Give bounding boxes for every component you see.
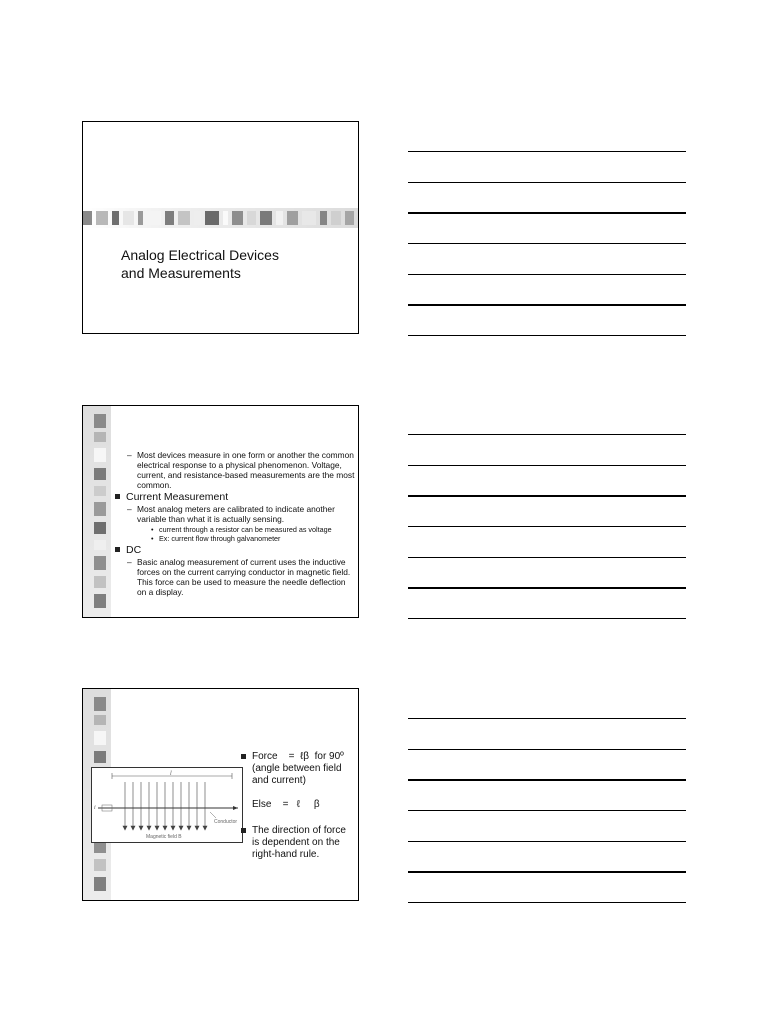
slide-force — [82, 688, 359, 901]
bullet-square-icon — [115, 547, 120, 552]
current-label: i — [94, 805, 96, 811]
force-formula: Force = ℓβ for 90º (angle between field and current) — [252, 751, 347, 786]
calibration-text: Most analog meters are calibrated to indicate another variable than what it is actually sensing. — [137, 504, 335, 524]
note-line — [408, 526, 686, 527]
bullet-current-measurement: Current Measurement — [126, 491, 229, 503]
note-line — [408, 557, 686, 558]
bullet-dc: DC — [126, 544, 142, 556]
note-line — [408, 243, 686, 244]
slide-title — [82, 121, 359, 334]
point-galvanometer: Ex: current flow through galvanometer — [159, 534, 281, 543]
note-line — [408, 495, 686, 497]
slide-current-measurement — [82, 405, 359, 618]
right-hand-rule-text: The direction of force is dependent on the right-hand rule. — [252, 825, 346, 860]
length-label: l — [170, 771, 172, 777]
note-line — [408, 304, 686, 306]
note-line — [408, 749, 686, 750]
point-resistor: current through a resistor can be measured as voltage — [159, 525, 332, 534]
decorative-band — [83, 208, 358, 228]
note-line — [408, 841, 686, 842]
else-formula: Else = ℓ β — [252, 799, 320, 810]
note-line — [408, 779, 686, 781]
decorative-stripe — [83, 406, 111, 617]
note-line — [408, 335, 686, 336]
title-line-1: Analog Electrical Devices — [121, 247, 279, 263]
note-line — [408, 274, 686, 275]
bullet-square-icon — [115, 494, 120, 499]
conductor-label: Conductor — [214, 819, 238, 825]
note-line — [408, 587, 686, 589]
slide-body: – Most devices measure in one form or another the common electrical response to a physical phenomenon. Voltage, current, and resistance-based measurements are the most common. Current Measurement – Most analog meters are calibrated to indicate another variable than what it is actually sensing. • current through a resistor can be measured as voltage • Ex: current flow through galvanometer DC – Basic analog measurement of current uses the inductive forces on the current carrying conductor in magnetic field. This force can be used to measure the needle deflection on a display. — [113, 450, 355, 598]
magnetic-field-diagram — [91, 767, 243, 843]
note-line — [408, 434, 686, 435]
dc-text: Basic analog measurement of current uses the inductive forces on the current carrying conductor in magnetic field. This force can be used to measure the needle deflection on a display. — [137, 557, 351, 597]
field-label: Magnetic field B — [146, 834, 182, 840]
title-line-2: and Measurements — [121, 265, 241, 281]
intro-text: Most devices measure in one form or another the common electrical response to a physical phenomenon. Voltage, current, and resistance-based measurements are the most common. — [137, 450, 355, 490]
bullet-square-icon — [241, 828, 246, 833]
slide-title-text — [121, 246, 341, 282]
note-line — [408, 871, 686, 873]
note-line — [408, 465, 686, 466]
note-line — [408, 151, 686, 152]
note-line — [408, 182, 686, 183]
note-line — [408, 718, 686, 719]
note-line — [408, 902, 686, 903]
field-diagram-svg — [92, 768, 242, 842]
note-line — [408, 212, 686, 214]
bullet-square-icon — [241, 754, 246, 759]
note-line — [408, 810, 686, 811]
force-text-block — [241, 751, 355, 873]
note-line — [408, 618, 686, 619]
